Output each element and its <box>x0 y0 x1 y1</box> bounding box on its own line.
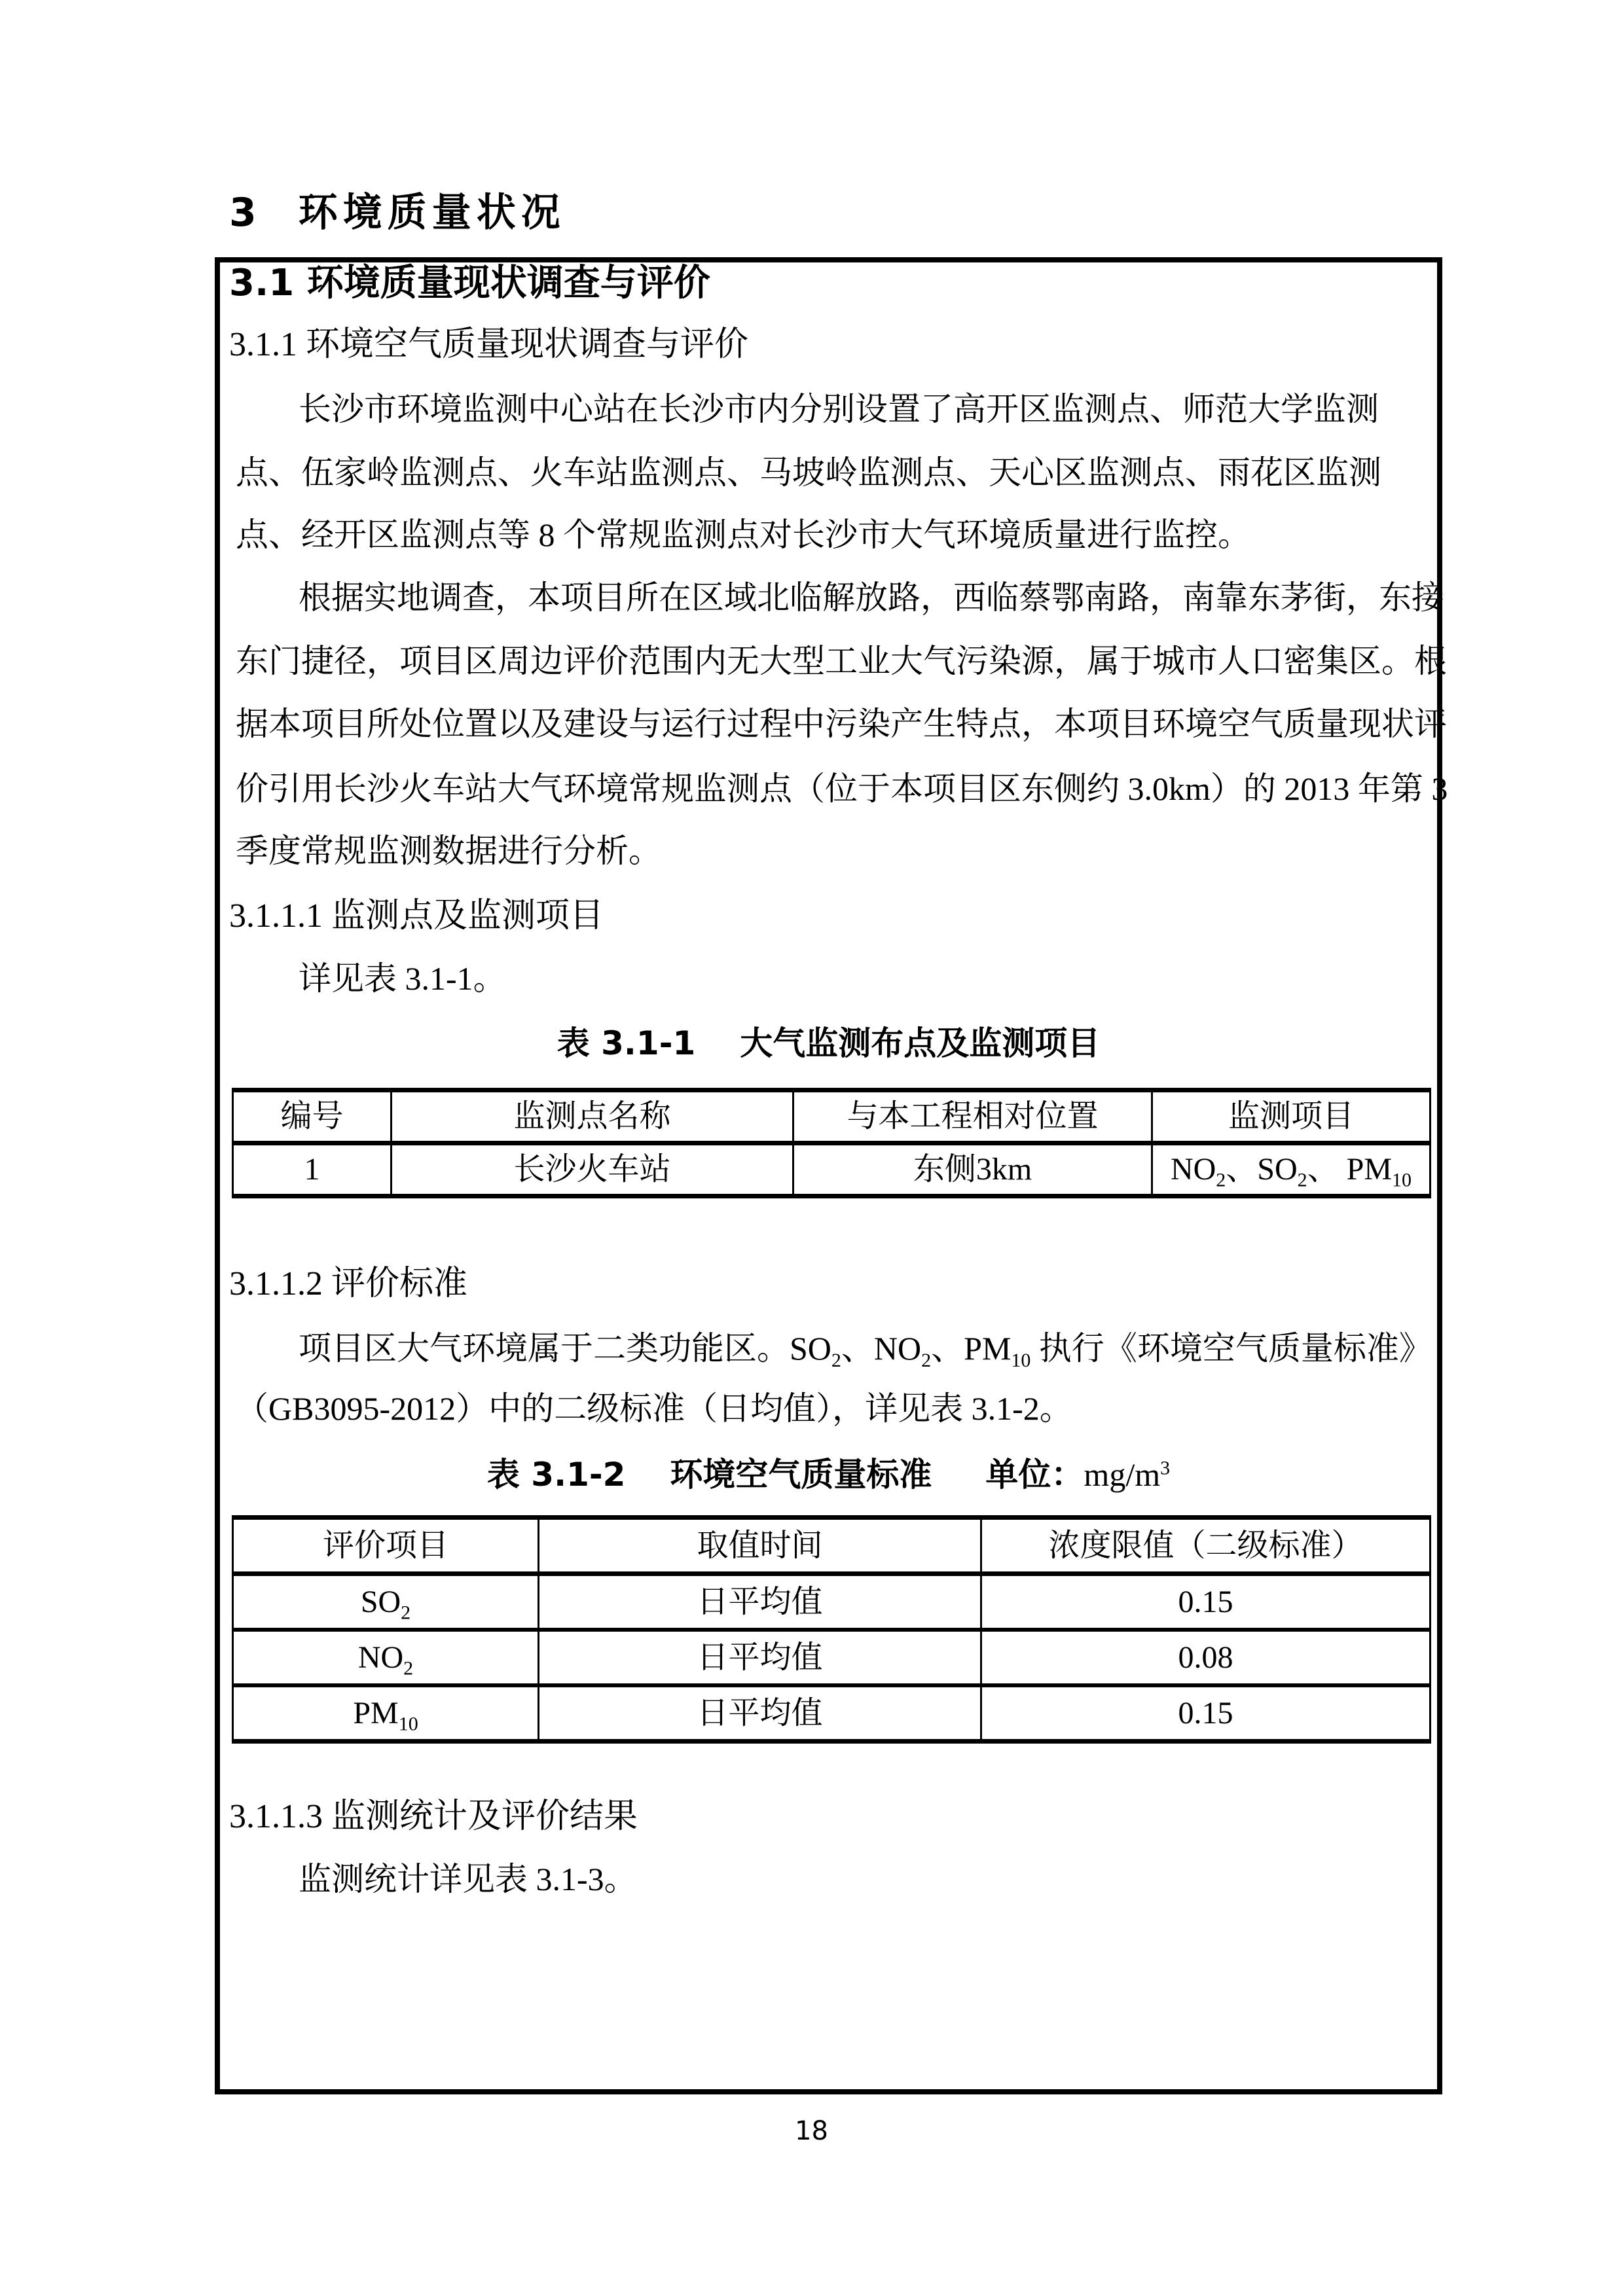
table-cell-pollutant: $SO_2$ <box>232 1576 538 1628</box>
page-number: 18 <box>795 2116 828 2146</box>
chapter-title: 环境质量状况 <box>298 190 566 236</box>
content-box <box>215 257 1448 2094</box>
table-header-cell: 浓度限值（二级标准） <box>980 1520 1431 1571</box>
table-cell-time: 日平均值 <box>538 1632 980 1683</box>
table-row <box>232 1628 1431 1683</box>
table2-caption-unit: $mg/m^3$ <box>1084 1456 1171 1493</box>
table-row <box>232 1145 1431 1194</box>
table2-caption-label: 表 3.1-2 <box>486 1456 626 1494</box>
table-header-cell: 编号 <box>232 1092 390 1141</box>
section-heading-3-1-1: 3.1.1 环境空气质量现状调查与评价 <box>229 326 749 363</box>
table-cell-items: $NO_2$、$SO_2$、 $PM_{10}$ <box>1151 1145 1431 1194</box>
air-quality-standard-table <box>232 1515 1431 1744</box>
see-table-note: 监测统计详见表 3.1-3。 <box>299 1861 637 1897</box>
table-header-cell: 取值时间 <box>538 1520 980 1571</box>
table-cell-limit: 0.15 <box>980 1687 1431 1739</box>
paragraph-line: 根据实地调查，本项目所在区域北临解放路，西临蔡鄂南路，南靠东茅街，东接 <box>299 579 1444 616</box>
table-header-cell: 监测点名称 <box>390 1092 792 1141</box>
section-heading-3-1-1-1: 3.1.1.1 监测点及监测项目 <box>229 897 604 935</box>
table-header-row <box>232 1092 1431 1145</box>
paragraph-line: 点、伍家岭监测点、火车站监测点、马坡岭监测点、天心区监测点、雨花区监测 <box>236 454 1381 491</box>
table-row <box>232 1576 1431 1628</box>
table-header-cell: 与本工程相对位置 <box>792 1092 1151 1141</box>
table-header-row <box>232 1520 1431 1576</box>
table-cell-limit: 0.08 <box>980 1632 1431 1683</box>
paragraph-line: 价引用长沙火车站大气环境常规监测点（位于本项目区东侧约 3.0km）的 2013 年第 3 <box>236 770 1448 807</box>
see-table-note: 详见表 3.1-1。 <box>299 960 506 997</box>
section-heading-3-1-1-3: 3.1.1.3 监测统计及评价结果 <box>229 1798 638 1835</box>
table1-caption <box>220 1026 1437 1060</box>
chapter-heading <box>229 190 566 236</box>
table-cell-position: 东侧3km <box>792 1145 1151 1194</box>
table-header-cell: 监测项目 <box>1151 1092 1431 1141</box>
table-cell-pollutant: $NO_2$ <box>232 1632 538 1683</box>
paragraph-line: 长沙市环境监测中心站在长沙市内分别设置了高开区监测点、师范大学监测 <box>299 391 1379 427</box>
monitoring-points-table <box>232 1088 1431 1198</box>
paragraph-line: 点、经开区监测点等 8 个常规监测点对长沙市大气环境质量进行监控。 <box>236 516 1250 553</box>
table-cell-time: 日平均值 <box>538 1576 980 1628</box>
section-heading-3-1-1-2: 3.1.1.2 评价标准 <box>229 1265 468 1302</box>
table-cell-id: 1 <box>232 1145 390 1194</box>
paragraph-line: 据本项目所处位置以及建设与运行过程中污染产生特点，本项目环境空气质量现状评 <box>236 706 1447 742</box>
table-cell-limit: 0.15 <box>980 1576 1431 1628</box>
paragraph-line: （GB3095-2012）中的二级标准（日均值），详见表 3.1-2。 <box>236 1390 1072 1427</box>
chapter-number: 3 <box>229 190 257 236</box>
table2-caption-title: 环境空气质量标准 <box>670 1456 932 1494</box>
table1-caption-label: 表 3.1-1 <box>556 1024 696 1062</box>
table-cell-name: 长沙火车站 <box>390 1145 792 1194</box>
table-header-cell: 评价项目 <box>232 1520 538 1571</box>
table-cell-pollutant: $PM_{10}$ <box>232 1687 538 1739</box>
table-row <box>232 1683 1431 1739</box>
paragraph-line: 项目区大气环境属于二类功能区。$SO_2$、$NO_2$、$PM_{10}$ 执行《环境空气质量标准》 <box>299 1330 1432 1371</box>
table-cell-time: 日平均值 <box>538 1687 980 1739</box>
paragraph-line: 季度常规监测数据进行分析。 <box>236 833 661 869</box>
section-heading-3-1: 3.1 环境质量现状调查与评价 <box>229 262 710 304</box>
table2-caption <box>220 1458 1437 1492</box>
table1-caption-title: 大气监测布点及监测项目 <box>740 1024 1101 1062</box>
paragraph-line: 东门捷径，项目区周边评价范围内无大型工业大气污染源，属于城市人口密集区。根 <box>236 643 1447 679</box>
table2-caption-unit-label: 单位： <box>985 1456 1084 1494</box>
